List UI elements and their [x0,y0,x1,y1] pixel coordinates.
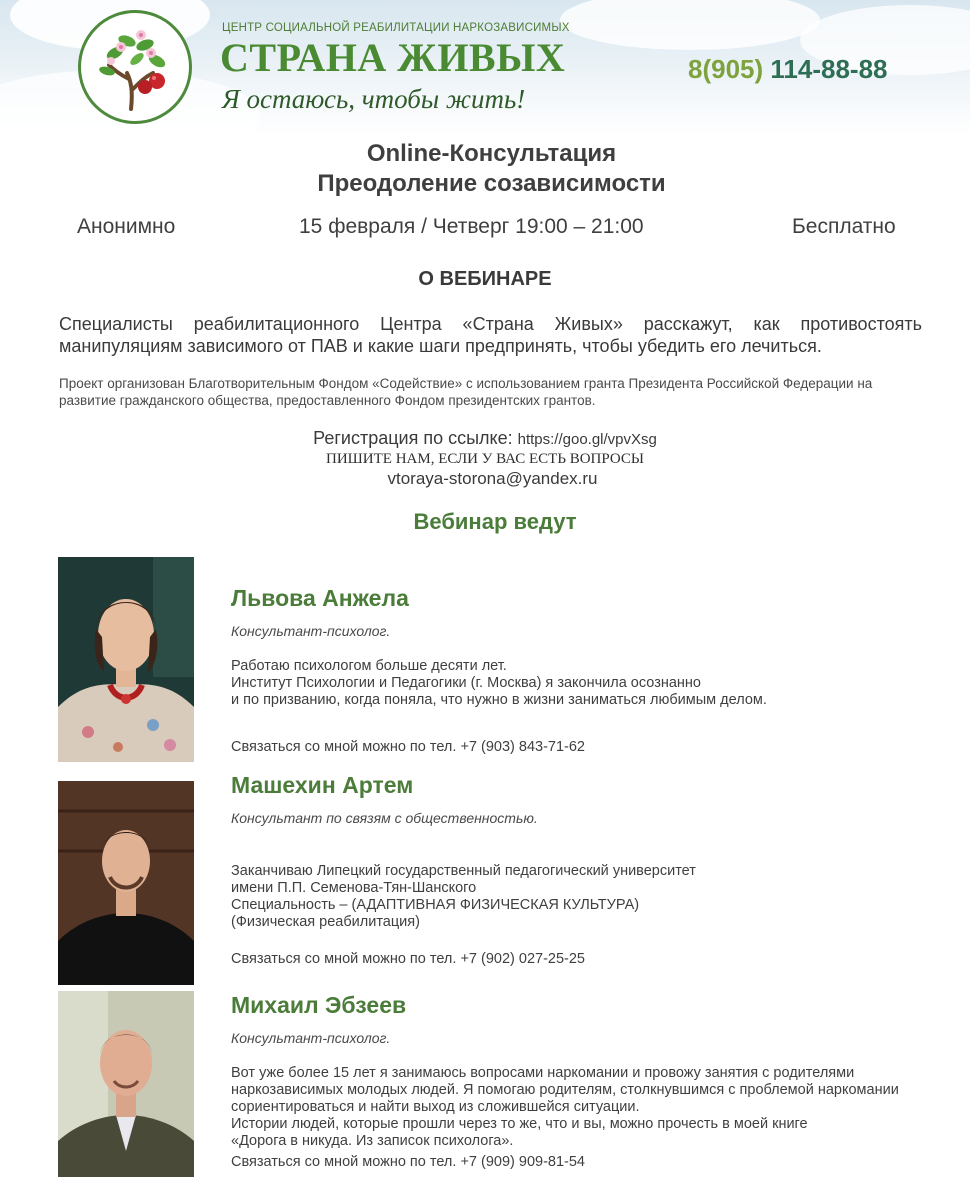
phone-number: 114-88-88 [770,54,888,84]
event-price: Бесплатно [792,215,896,238]
speaker-bio-line: сориентироваться и найти выход из сложившейся ситуации. [231,1099,640,1115]
speaker-photo [58,991,194,1177]
phone-code: 8(905) [688,54,764,84]
speaker-bio-line: и по призванию, когда поняла, что нужно в жизни заниматься любимым делом. [231,692,767,708]
event-format: Анонимно [77,215,176,238]
speaker-bio-line: имени П.П. Семенова-Тян-Шанского [231,880,477,896]
project-note [59,375,970,409]
speaker-name: Михаил Эбзеев [231,992,407,1018]
speaker-bio-line: Институт Психологии и Педагогики (г. Москва) я закончила осознанно [231,675,701,691]
speaker-role: Консультант-психолог. [231,1030,391,1046]
speaker-contact: Связаться со мной можно по тел. +7 (903) 843-71-62 [231,739,585,755]
event-subtitle: Преодоление созависимости [317,170,666,197]
speaker-contact: Связаться со мной можно по тел. +7 (909) 909-81-54 [231,1154,585,1170]
speaker-bio-line: Заканчиваю Липецкий государственный педагогический университет [231,863,696,879]
event-title: Online-Консультация [366,140,617,167]
registration [0,428,970,449]
org-slogan: Я остаюсь, чтобы жить! [222,84,526,114]
speaker-bio-line: Вот уже более 15 лет я занимаюсь вопросами наркомании и провожу занятия с родителями [231,1065,855,1081]
write-us-text: ПИШИТЕ НАМ, ЕСЛИ У ВАС ЕСТЬ ВОПРОСЫ [325,451,645,467]
speaker-bio [231,863,696,931]
project-note-line: Проект организован Благотворительным Фондом «Содействие» с использованием гранта Президента Российской Федерации на [59,376,873,391]
org-subtitle: ЦЕНТР СОЦИАЛЬНОЙ РЕАБИЛИТАЦИИ НАРКОЗАВИСИМЫХ [222,22,570,34]
speaker-bio-line: наркозависимых молодых людей. Я помогаю родителям, столкнувшимся с проблемой наркомании [231,1082,899,1098]
org-name: СТРАНА ЖИВЫХ [220,35,566,80]
project-note-line: развитие гражданского общества, предоставленного Фондом президентских грантов. [59,393,596,408]
org-logo [78,10,192,124]
speaker-role: Консультант-психолог. [231,623,391,639]
speaker-photo [58,557,194,762]
speaker-bio-line: Истории людей, которые прошли через то же, что и вы, можно прочесть в моей книге [231,1116,808,1132]
registration-label: Регистрация по ссылке: [313,428,518,448]
speaker-name: Машехин Артем [231,772,414,798]
speaker-name: Львова Анжела [231,585,409,611]
contact-email-link[interactable]: vtoraya-storona@yandex.ru [387,469,598,488]
speaker-bio-line: Специальность – (АДАПТИВНАЯ ФИЗИЧЕСКАЯ КУЛЬТУРА) [231,897,640,913]
event-datetime: 15 февраля / Четверг 19:00 – 21:00 [299,215,644,238]
speaker-role: Консультант по связям с общественностью. [231,810,538,826]
about-heading: О ВЕБИНАРЕ [418,268,552,290]
speaker-bio-line: (Физическая реабилитация) [231,914,420,930]
registration-link[interactable]: https://goo.gl/vpvXsg [517,431,657,448]
speaker-bio-line: Работаю психологом больше десяти лет. [231,658,507,674]
speaker-contact: Связаться со мной можно по тел. +7 (902) 027-25-25 [231,951,585,967]
apple-tree-icon [87,19,183,115]
speaker-photo [58,781,194,985]
speaker-bio [231,658,767,709]
hosts-heading: Вебинар ведут [413,509,577,534]
speaker-bio-line: «Дорога в никуда. Из записок психолога». [231,1133,514,1149]
about-lead: Специалисты реабилитационного Центра «Страна Живых» расскажут, как противостоять манипуляциям зависимого от ПАВ и какие шаги предпринять, чтобы убедить его лечиться. [59,314,922,356]
contact-phone[interactable] [688,54,888,85]
speaker-bio [231,1065,899,1150]
